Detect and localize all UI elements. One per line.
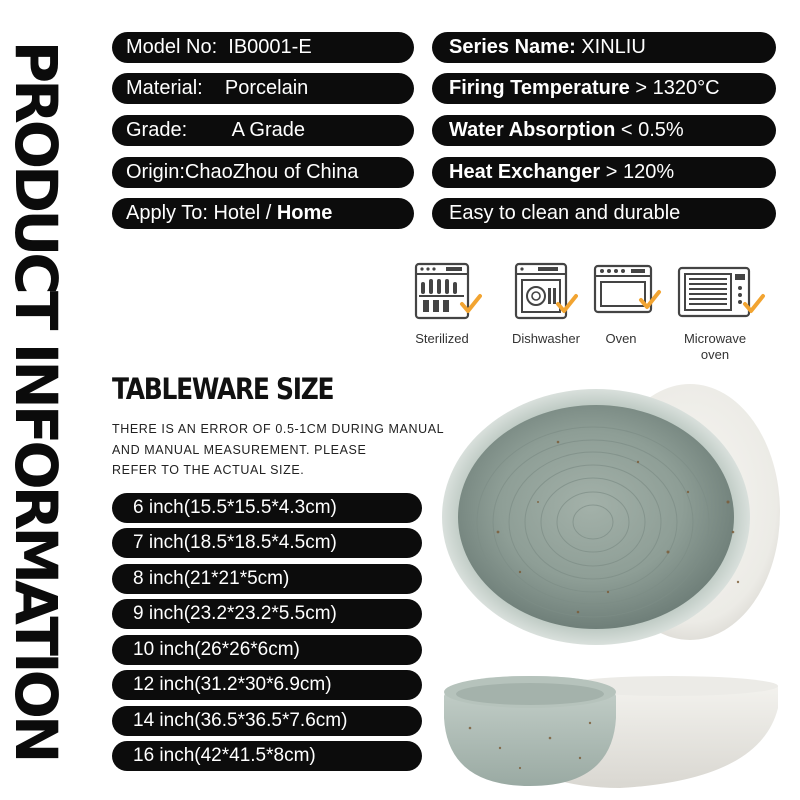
spec-easy-clean bbox=[432, 198, 776, 229]
note-line-2: AND MANUAL MEASUREMENT. PLEASE bbox=[112, 442, 367, 457]
dishwasher-icon bbox=[514, 262, 578, 322]
microwave-icon bbox=[677, 262, 767, 322]
spec-origin bbox=[112, 157, 414, 188]
spec-heat-exchanger bbox=[432, 157, 776, 188]
spec-value: > 1320°C bbox=[629, 77, 720, 99]
spec-model-no bbox=[112, 32, 414, 63]
spec-value: XINLIU bbox=[581, 36, 646, 58]
size-item: 14 inch(36.5*36.5*7.6cm) bbox=[112, 706, 422, 736]
oven-label: Oven bbox=[605, 331, 637, 346]
oven-icon bbox=[593, 262, 663, 322]
spec-value: ChaoZhou of China bbox=[184, 161, 359, 183]
spec-label: Grade: bbox=[126, 119, 232, 141]
spec-label: Heat Exchanger bbox=[449, 161, 601, 183]
plate-photo-top bbox=[438, 382, 783, 647]
spec-apply-to bbox=[112, 198, 414, 229]
spec-grade bbox=[112, 115, 414, 146]
spec-water-absorption bbox=[432, 115, 776, 146]
sterilized-label: Sterilized bbox=[415, 331, 469, 346]
note-line-1: THERE IS AN ERROR OF 0.5-1CM DURING MANUAL bbox=[112, 422, 445, 436]
plate-photo-side bbox=[440, 668, 780, 790]
spec-label: Material: bbox=[126, 77, 225, 99]
spec-label: Origin: bbox=[126, 161, 185, 183]
microwave-label bbox=[672, 331, 758, 363]
spec-value: Porcelain bbox=[224, 77, 309, 99]
spec-value: > 120% bbox=[600, 161, 675, 183]
spec-value: Home bbox=[276, 202, 333, 224]
size-item: 12 inch(31.2*30*6.9cm) bbox=[112, 670, 422, 700]
spec-label: Series Name: bbox=[449, 36, 582, 58]
spec-firing-temperature bbox=[432, 73, 776, 104]
size-item: 9 inch(23.2*23.2*5.5cm) bbox=[112, 599, 422, 629]
spec-value: < 0.5% bbox=[615, 119, 684, 141]
dishwasher-label: Dishwasher bbox=[512, 331, 580, 346]
spec-label: Water Absorption bbox=[449, 119, 616, 141]
spec-value: A Grade bbox=[231, 119, 305, 141]
spec-label: Model No: bbox=[126, 36, 229, 58]
size-item: 6 inch(15.5*15.5*4.3cm) bbox=[112, 493, 422, 523]
spec-label: Easy to clean and durable bbox=[449, 202, 681, 224]
size-item: 16 inch(42*41.5*8cm) bbox=[112, 741, 422, 771]
spec-value: IB0001-E bbox=[228, 36, 312, 58]
size-item: 10 inch(26*26*6cm) bbox=[112, 635, 422, 665]
tableware-size-title: TABLEWARE SIZE bbox=[112, 372, 334, 406]
spec-material bbox=[112, 73, 414, 104]
microwave-label-line1: Microwave bbox=[683, 331, 747, 346]
note-line-3: REFER TO THE ACTUAL SIZE. bbox=[112, 463, 305, 477]
spec-label: Apply To: Hotel / bbox=[126, 202, 277, 224]
size-item: 8 inch(21*21*5cm) bbox=[112, 564, 422, 594]
side-title-container bbox=[0, 0, 70, 800]
microwave-label-line2: oven bbox=[700, 347, 730, 362]
tableware-note bbox=[112, 419, 482, 481]
spec-series-name bbox=[432, 32, 776, 63]
spec-label: Firing Temperature bbox=[449, 77, 630, 99]
side-title: PRODUCT INFORMATION bbox=[2, 40, 70, 760]
size-item: 7 inch(18.5*18.5*4.5cm) bbox=[112, 528, 422, 558]
sterilizer-icon bbox=[414, 262, 482, 322]
